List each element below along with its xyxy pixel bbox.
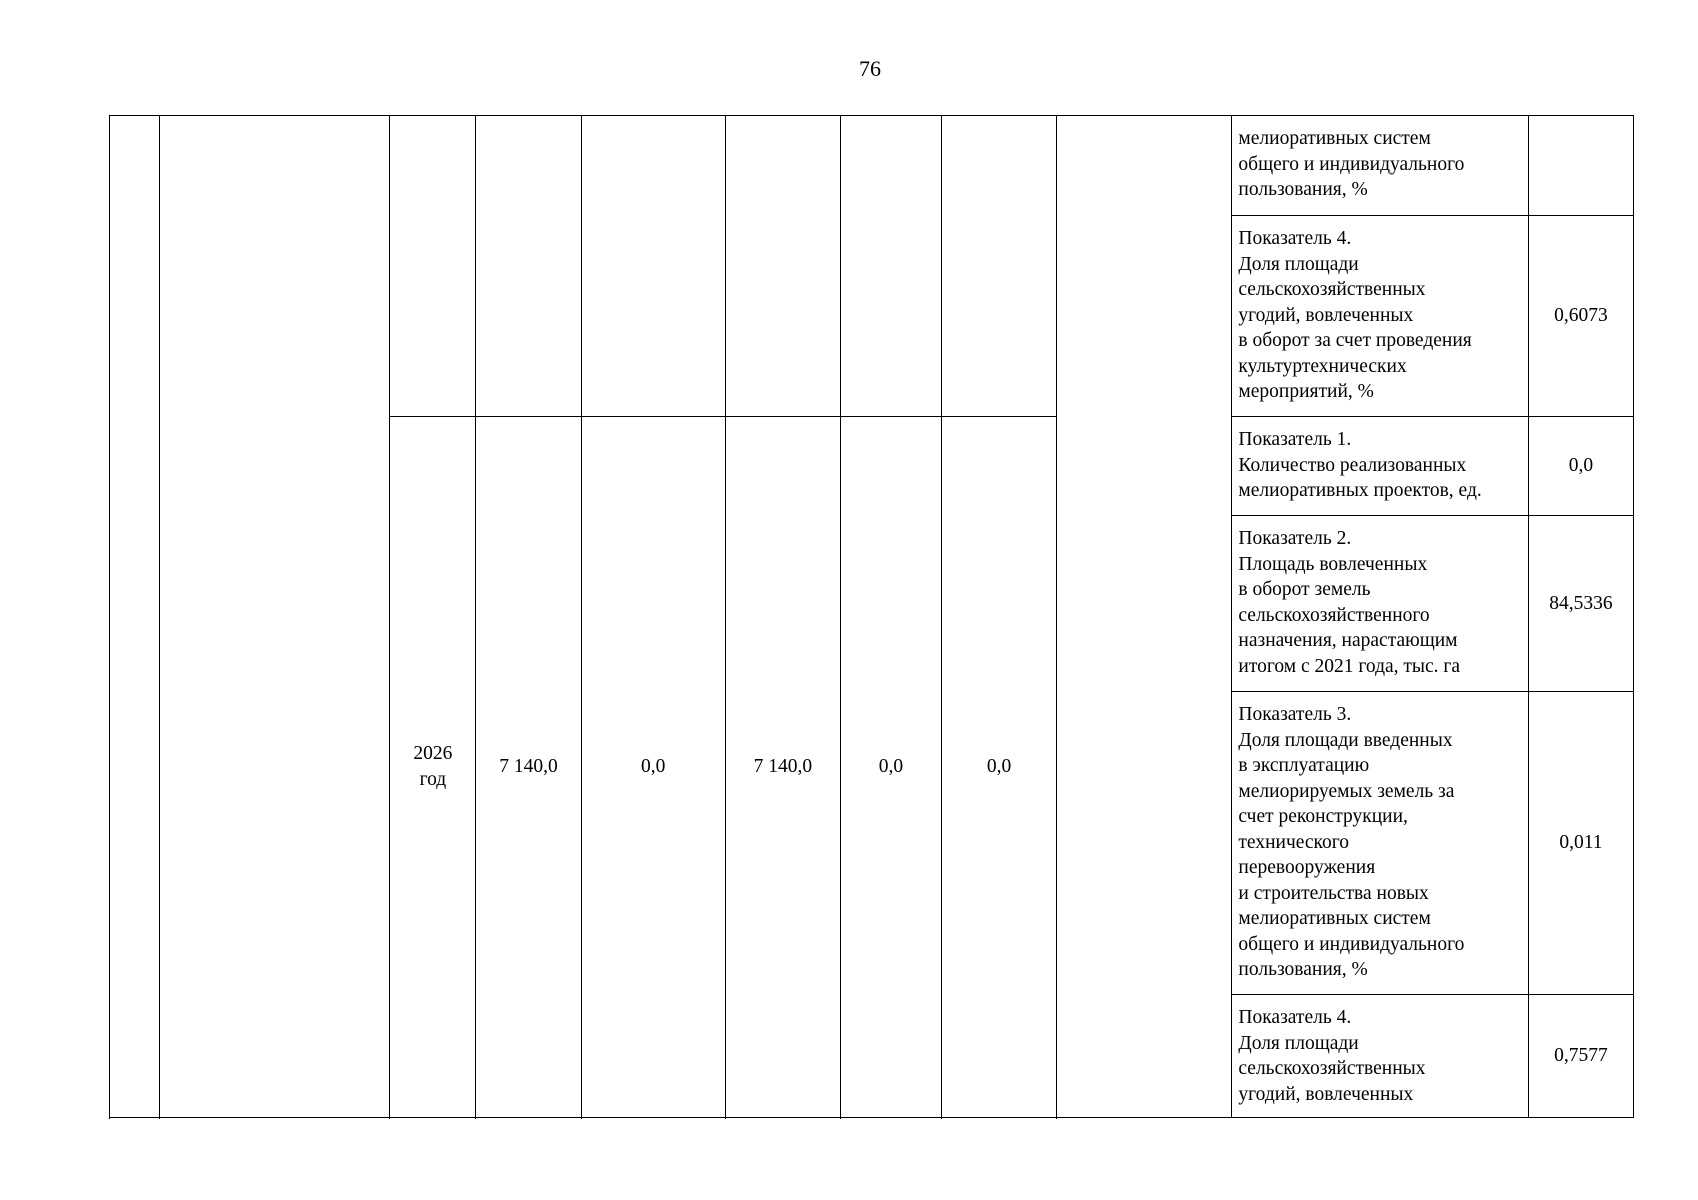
indicator-line: мелиоративных проектов, ед. [1238,480,1482,501]
table-row [110,116,1634,216]
indicator-line: сельскохозяйственных [1238,279,1426,300]
indicator-line: мелиоративных систем [1238,128,1431,149]
regional-cell-2026: 7 140,0 [725,417,840,1118]
indicator-line: общего и индивидуального [1238,933,1465,955]
indicator-value: 0,6073 [1528,216,1633,417]
indicator-line: Площадь вовлеченных [1238,553,1428,575]
local-cell-prev [840,116,941,417]
extra-cell-prev [942,116,1057,417]
indicator-line: общего и индивидуального [1238,153,1465,175]
indicator-text [1232,116,1528,216]
indicator-line: Доля площади введенных [1238,729,1453,751]
indicator-line: пользования, % [1238,959,1368,980]
indicator-line: итогом с 2021 года, тыс. га [1238,655,1461,677]
indicator-line: назначения, нарастающим [1238,630,1458,651]
indicator-line: в эксплуатацию [1238,755,1370,776]
regional-cell-prev [725,116,840,417]
indicator-text [1232,995,1528,1118]
total-cell-prev [476,116,581,417]
indicator-line: счет реконструкции, [1238,806,1408,827]
extra-cell-2026: 0,0 [942,417,1057,1118]
event-name-cell [160,116,390,1118]
indicator-text [1232,216,1528,417]
year-cell-2026 [390,417,476,1118]
year-value: 2026 [413,743,453,764]
year-cell-prev [390,116,476,417]
year-unit: год [419,769,447,790]
indicator-line: Количество реализованных [1238,454,1467,476]
federal-cell-prev [581,116,725,417]
indicator-line: пользования, % [1238,179,1368,200]
indicator-line: сельскохозяйственного [1238,604,1430,626]
indicator-value: 0,011 [1528,692,1633,995]
indicator-text [1232,516,1528,692]
indicator-line: Показатель 2. [1238,528,1352,549]
indicator-line: угодий, вовлеченных [1238,1083,1414,1105]
indicator-line: в оборот земель [1238,579,1371,600]
indicator-line: Показатель 3. [1238,704,1352,725]
indicator-text [1232,692,1528,995]
indicator-line: перевооружения [1238,857,1376,878]
indicator-line: технического [1238,831,1350,853]
number-cell [110,116,160,1118]
indicator-line: в оборот за счет проведения [1238,330,1472,351]
executor-cell [1057,116,1232,1118]
indicator-line: и строительства новых [1238,882,1429,904]
federal-cell-2026: 0,0 [581,417,725,1118]
total-cell-2026: 7 140,0 [476,417,581,1118]
indicator-line: угодий, вовлеченных [1238,304,1414,326]
indicator-line: Показатель 4. [1238,228,1352,249]
indicator-line: Показатель 1. [1238,429,1352,450]
indicator-text [1232,417,1528,516]
indicator-value: 0,0 [1528,417,1633,516]
page-number: 76 [859,56,881,81]
indicator-line: Доля площади [1238,1032,1359,1054]
program-table [109,115,1634,1118]
indicator-value: 0,7577 [1528,995,1633,1118]
indicator-line: сельскохозяйственных [1238,1058,1426,1079]
indicator-line: мелиорируемых земель за [1238,780,1455,802]
indicator-line: Доля площади [1238,253,1359,275]
indicator-value [1528,116,1633,216]
indicator-value: 84,5336 [1528,516,1633,692]
indicator-line: мероприятий, % [1238,381,1374,402]
local-cell-2026: 0,0 [840,417,941,1118]
indicator-line: мелиоративных систем [1238,908,1431,929]
indicator-line: культуртехнических [1238,355,1407,377]
indicator-line: Показатель 4. [1238,1007,1352,1028]
